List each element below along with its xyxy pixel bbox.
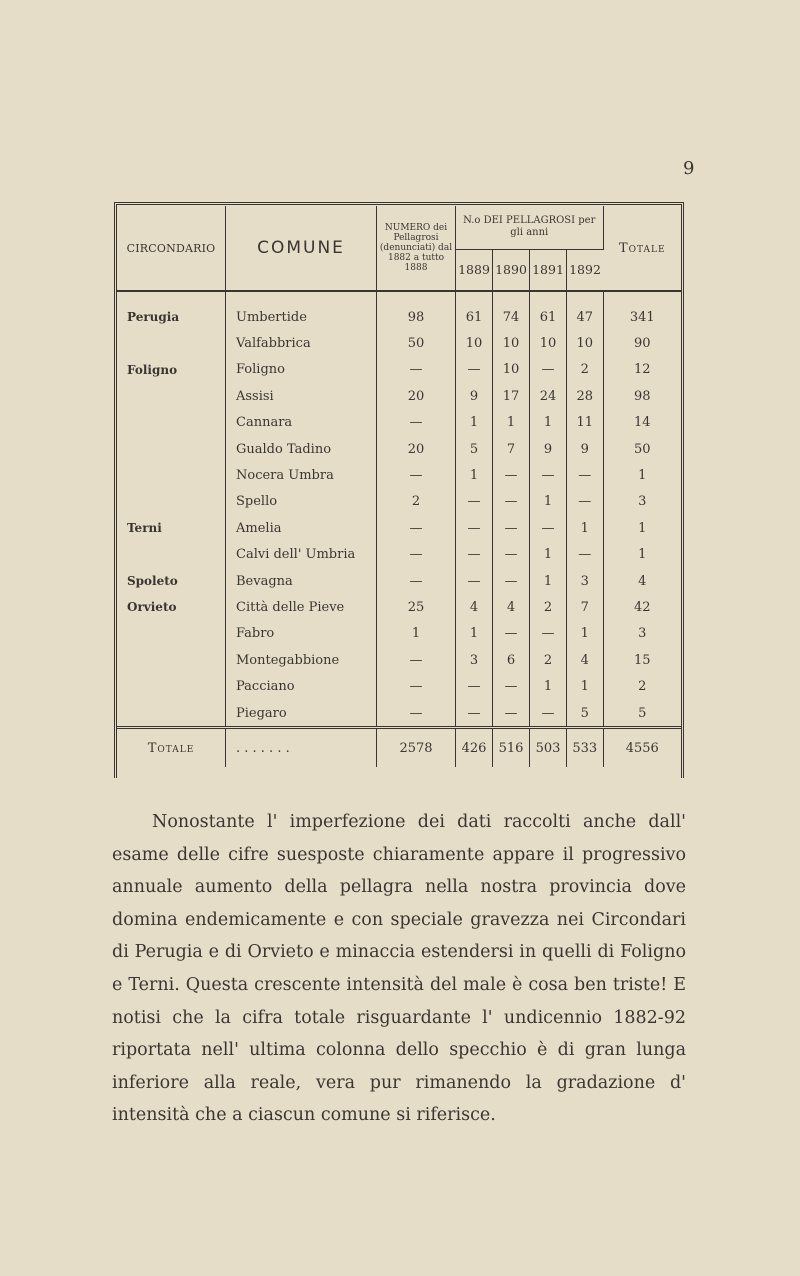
- cell-1892: 47: [567, 304, 604, 330]
- cell-1890: —: [493, 515, 530, 541]
- table-row: [117, 542, 681, 568]
- cell-comune: Piegaro: [226, 700, 377, 728]
- page-number: 9: [683, 158, 695, 179]
- cell-1892: 10: [567, 330, 604, 356]
- total-1889: 426: [456, 728, 493, 768]
- pellagra-table: [117, 206, 681, 767]
- cell-comune: Bevagna: [226, 568, 377, 594]
- cell-1892: 3: [567, 568, 604, 594]
- table-row: [117, 489, 681, 515]
- cell-1891: 1: [530, 568, 567, 594]
- cell-numero: 25: [377, 594, 456, 620]
- cell-1890: —: [493, 621, 530, 647]
- cell-totale: 42: [633, 599, 651, 615]
- table-row: [117, 436, 681, 462]
- cell-numero: —: [377, 568, 456, 594]
- cell-totale: 1: [638, 520, 647, 536]
- cell-1892: 4: [567, 647, 604, 673]
- cell-1890: —: [493, 542, 530, 568]
- cell-1889: —: [456, 542, 493, 568]
- cell-1890: —: [493, 489, 530, 515]
- cell-numero: —: [377, 410, 456, 436]
- cell-totale: 3: [638, 494, 647, 510]
- cell-1891: —: [530, 357, 567, 383]
- cell-comune: Fabro: [226, 621, 377, 647]
- cell-numero: 20: [377, 383, 456, 409]
- cell-1891: 1: [530, 673, 567, 699]
- cell-circondario: [117, 383, 226, 409]
- table-body: [117, 291, 681, 728]
- cell-1892: 1: [567, 515, 604, 541]
- cell-numero: 2: [377, 489, 456, 515]
- cell-1892: 1: [567, 673, 604, 699]
- cell-1891: 2: [530, 594, 567, 620]
- header-year-1889: 1889: [456, 249, 493, 291]
- table-row: [117, 568, 681, 594]
- table-row: [117, 647, 681, 673]
- spacer-row: [117, 291, 681, 304]
- cell-comune: Umbertide: [226, 304, 377, 330]
- cell-circondario: Terni: [117, 515, 226, 541]
- cell-1889: —: [456, 515, 493, 541]
- cell-comune: Cannara: [226, 410, 377, 436]
- cell-1889: 9: [456, 383, 493, 409]
- cell-1892: 1: [567, 621, 604, 647]
- cell-totale: 3: [638, 626, 647, 642]
- cell-1890: —: [493, 462, 530, 488]
- cell-numero: 20: [377, 436, 456, 462]
- cell-circondario: [117, 330, 226, 356]
- cell-1891: —: [530, 462, 567, 488]
- cell-circondario: [117, 673, 226, 699]
- cell-1890: 17: [493, 383, 530, 409]
- table-row: [117, 673, 681, 699]
- cell-1892: 2: [567, 357, 604, 383]
- cell-1890: 74: [493, 304, 530, 330]
- cell-1890: 10: [493, 330, 530, 356]
- cell-1891: 61: [530, 304, 567, 330]
- cell-1891: 1: [530, 410, 567, 436]
- cell-numero: —: [377, 357, 456, 383]
- cell-1892: —: [567, 542, 604, 568]
- cell-comune: Nocera Umbra: [226, 462, 377, 488]
- table-row: [117, 621, 681, 647]
- total-1891: 503: [530, 728, 567, 768]
- cell-comune: Gualdo Tadino: [226, 436, 377, 462]
- cell-1892: 11: [567, 410, 604, 436]
- cell-1891: 9: [530, 436, 567, 462]
- cell-circondario: [117, 410, 226, 436]
- header-year-1890: 1890: [493, 249, 530, 291]
- cell-numero: —: [377, 515, 456, 541]
- cell-circondario: [117, 436, 226, 462]
- cell-1889: 1: [456, 410, 493, 436]
- table-row: [117, 357, 681, 383]
- table-row: [117, 330, 681, 356]
- header-totale: Totale: [603, 206, 681, 291]
- cell-numero: —: [377, 700, 456, 728]
- table-row: [117, 700, 681, 728]
- header-circondario: CIRCONDARIO: [117, 206, 226, 291]
- header-comune: COMUNE: [226, 206, 377, 291]
- table-row: [117, 594, 681, 620]
- total-1890: 516: [493, 728, 530, 768]
- cell-1889: —: [456, 673, 493, 699]
- total-row: [117, 728, 681, 768]
- cell-totale: 341: [629, 309, 655, 325]
- cell-1892: 7: [567, 594, 604, 620]
- cell-circondario: Foligno: [117, 357, 226, 383]
- cell-1890: —: [493, 673, 530, 699]
- table-row: [117, 515, 681, 541]
- cell-numero: 50: [377, 330, 456, 356]
- cell-1889: —: [456, 357, 493, 383]
- cell-1889: 3: [456, 647, 493, 673]
- cell-circondario: Orvieto: [117, 594, 226, 620]
- total-1892: 533: [567, 728, 604, 768]
- cell-comune: Pacciano: [226, 673, 377, 699]
- cell-circondario: [117, 489, 226, 515]
- cell-totale: 14: [633, 415, 651, 431]
- cell-totale: 15: [633, 652, 651, 668]
- cell-totale: 50: [633, 441, 651, 457]
- cell-circondario: [117, 700, 226, 728]
- cell-1890: 7: [493, 436, 530, 462]
- cell-numero: 1: [377, 621, 456, 647]
- cell-numero: 98: [377, 304, 456, 330]
- header-numero: NUMERO dei Pellagrosi (denunciati) dal 1882 a tutto 1888: [377, 206, 456, 291]
- cell-1889: 1: [456, 462, 493, 488]
- table-row: [117, 462, 681, 488]
- cell-1889: 61: [456, 304, 493, 330]
- header-pellagrosi-per-anni: N.o DEI PELLAGROSI per gli anni: [456, 206, 604, 249]
- cell-comune: Valfabbrica: [226, 330, 377, 356]
- cell-comune: Assisi: [226, 383, 377, 409]
- cell-1891: —: [530, 700, 567, 728]
- cell-1889: 5: [456, 436, 493, 462]
- cell-circondario: [117, 621, 226, 647]
- cell-comune: Spello: [226, 489, 377, 515]
- cell-circondario: [117, 647, 226, 673]
- cell-1890: 6: [493, 647, 530, 673]
- cell-totale: 1: [638, 468, 647, 484]
- cell-circondario: [117, 542, 226, 568]
- body-paragraph: Nonostante l' imperfezione dei dati raccolti anche dall' esame delle cifre suesposte chiaramente appare il progressivo annuale aumento della pellagra nella nostra provincia dove domina endemicamente e con speciale gravezza nei Circondari di Perugia e di Orvieto e minaccia estendersi in quelli di Foligno e Terni. Questa crescente intensità del male è cosa ben triste! E notisi che la cifra totale risguardante l' undicennio 1882-92 riportata nell' ultima colonna dello specchio è di gran lunga inferiore alla reale, vera pur rimanendo la gradazione d' intensità che a ciascun comune si riferisce.: [112, 812, 686, 1126]
- cell-1889: —: [456, 700, 493, 728]
- cell-totale: 90: [633, 336, 651, 352]
- cell-totale: 5: [638, 705, 647, 721]
- cell-1891: 24: [530, 383, 567, 409]
- cell-1892: —: [567, 489, 604, 515]
- cell-numero: —: [377, 462, 456, 488]
- cell-1892: 5: [567, 700, 604, 728]
- total-totale: 4556: [603, 728, 681, 768]
- cell-1890: 10: [493, 357, 530, 383]
- cell-comune: Città delle Pieve: [226, 594, 377, 620]
- cell-1890: —: [493, 568, 530, 594]
- cell-comune: Amelia: [226, 515, 377, 541]
- cell-comune: Montegabbione: [226, 647, 377, 673]
- total-dots: . . . . . . .: [226, 728, 377, 768]
- cell-1892: —: [567, 462, 604, 488]
- cell-comune: Calvi dell' Umbria: [226, 542, 377, 568]
- cell-comune: Foligno: [226, 357, 377, 383]
- table-row: [117, 304, 681, 330]
- total-label: Totale: [117, 728, 226, 768]
- cell-1890: 4: [493, 594, 530, 620]
- total-numero: 2578: [377, 728, 456, 768]
- cell-1890: 1: [493, 410, 530, 436]
- cell-numero: —: [377, 542, 456, 568]
- cell-totale: 2: [638, 679, 647, 695]
- cell-totale: 98: [633, 388, 651, 404]
- cell-1891: —: [530, 515, 567, 541]
- header-year-1892: 1892: [567, 249, 604, 291]
- cell-1889: —: [456, 489, 493, 515]
- cell-1892: 9: [567, 436, 604, 462]
- cell-1892: 28: [567, 383, 604, 409]
- cell-1889: 4: [456, 594, 493, 620]
- table-row: [117, 383, 681, 409]
- cell-1891: 1: [530, 542, 567, 568]
- cell-1889: 10: [456, 330, 493, 356]
- cell-circondario: Spoleto: [117, 568, 226, 594]
- header-year-1891: 1891: [530, 249, 567, 291]
- cell-circondario: Perugia: [117, 304, 226, 330]
- cell-1891: 1: [530, 489, 567, 515]
- cell-numero: —: [377, 673, 456, 699]
- cell-totale: 1: [638, 547, 647, 563]
- cell-1889: —: [456, 568, 493, 594]
- cell-1891: 10: [530, 330, 567, 356]
- cell-1891: 2: [530, 647, 567, 673]
- cell-1891: —: [530, 621, 567, 647]
- table-row: [117, 410, 681, 436]
- cell-1890: —: [493, 700, 530, 728]
- cell-numero: —: [377, 647, 456, 673]
- cell-totale: 12: [633, 362, 651, 378]
- cell-totale: 4: [638, 573, 647, 589]
- cell-circondario: [117, 462, 226, 488]
- cell-1889: 1: [456, 621, 493, 647]
